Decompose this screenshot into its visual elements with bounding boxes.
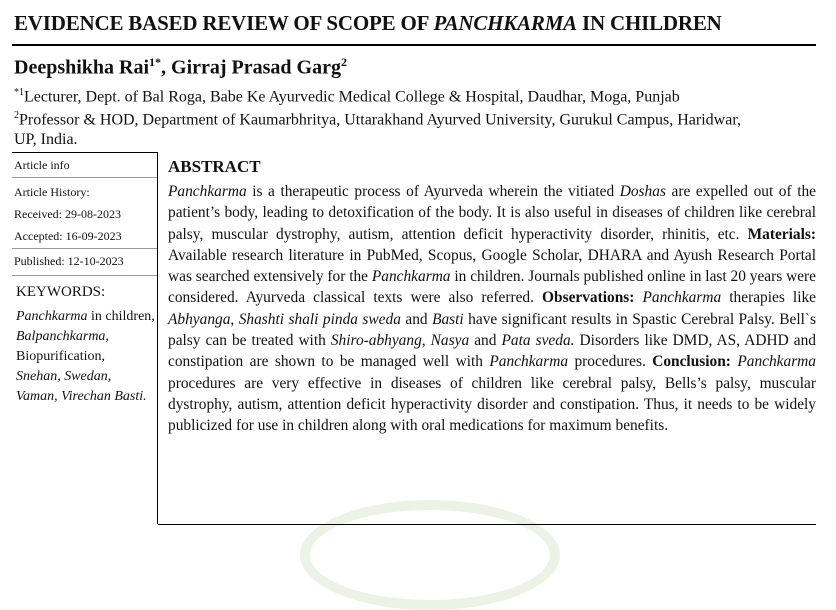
affiliation-2-continued: UP, India. [14,131,78,148]
received-date: Received: 29-08-2023 [14,207,121,221]
author-1: Deepshikha Rai [14,56,150,79]
author-2: Girraj Prasad Garg [171,56,341,79]
published-date: Published: 12-10-2023 [14,254,124,268]
column-divider [157,152,158,524]
title-rule [12,44,816,46]
abstract-bottom-rule [158,524,816,525]
paper-title: EVIDENCE BASED REVIEW OF SCOPE OF PANCHKARMA IN CHILDREN [14,11,722,35]
info-divider [12,275,157,276]
watermark-seal [300,500,560,610]
article-info-rule [12,152,157,153]
abstract-body: Panchkarma is a therapeutic process of Ayurveda wherein the vitiated Doshas are expelled out of the patient’s body, leading to detoxification of the body. It is also useful in diseases of children like cerebral palsy, muscular dystrophy, autism, attention deficit hyperactivity disorder, rhinitis, etc. Materials: Available research literature in PubMed, Scopus, Google Scholar, DHARA and Ayush Research Portal was searched extensively for the Panchkarma in children. Journals published online in last 20 years were considered. Ayurveda classical texts were also referred. Observations: Panchkarma therapies like Abhyanga, Shashti shali pinda sweda and Basti have significant results in Spastic Cerebral Palsy. Bell`s palsy can be treated with Shiro-abhyang, Nasya and Pata sveda. Disorders like DMD, AS, ADHD and constipation are shown to be managed well with Panchkarma procedures. Conclusion: Panchkarma procedures are very effective in diseases of children like cerebral palsy, Bells’s palsy, muscular dystrophy, autism, attention deficit hyperactivity disorder and constipation. Thus, it needs to be widely publicized for use in children along with oral medications for maximum benefits. [168,183,816,435]
affiliation-2: $^2$Professor & HOD, Department of Kaumarbhritya, Uttarakhand Ayurved University, Gurukul Campus, Haridwar, [14,110,742,129]
authors-line: Deepshikha Rai$^{1*}$, Girraj Prasad Garg$^2$ [14,55,347,79]
article-history-label: Article History: [14,185,90,199]
affiliation-1: $^{*1}$Lecturer, Dept. of Bal Roga, Babe Ke Ayurvedic Medical College & Hospital, Daudhar, Moga, Punjab [14,87,680,106]
keywords-heading: KEYWORDS: [16,284,106,300]
info-divider [12,248,157,249]
keywords-list: Panchkarma in children, Balpanchkarma, Biopurification, Snehan, Swedan, Vaman, Virechan Basti. [16,309,155,404]
info-divider [12,177,157,178]
article-info-heading: Article info [14,158,70,172]
abstract-heading: ABSTRACT [168,157,261,176]
accepted-date: Accepted: 16-09-2023 [14,229,122,243]
